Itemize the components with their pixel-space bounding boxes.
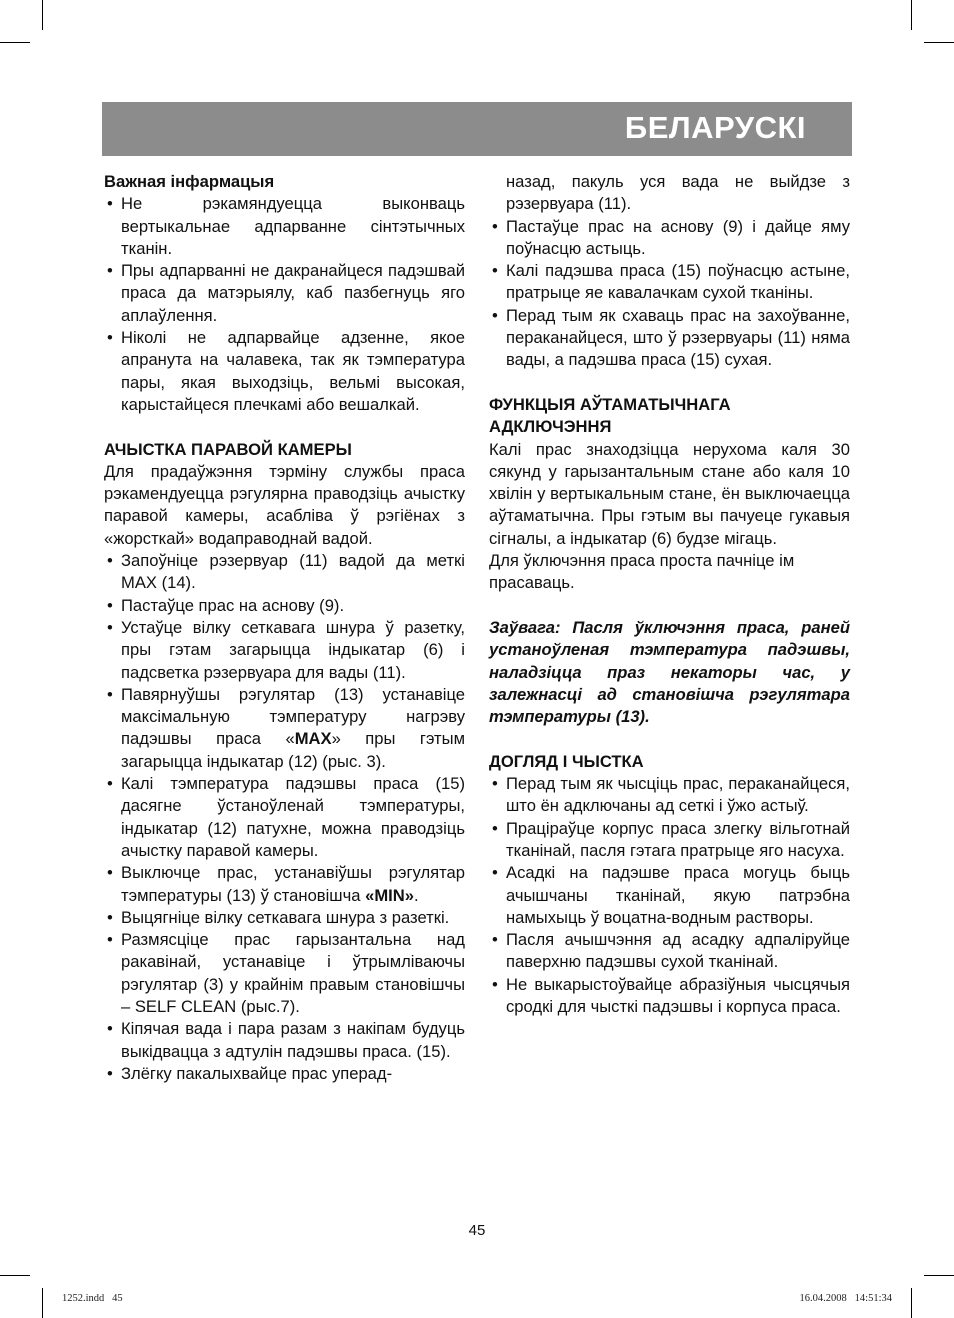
crop-mark	[0, 1275, 30, 1276]
text-span: .	[413, 885, 419, 905]
list-item: • Асадкі на падэшве праса могуць быць ачышчаны тканінай, якую патрэбна намыхыць ў воцатна-водным растворы.	[489, 862, 850, 929]
section-heading-auto-off	[489, 394, 850, 439]
paragraph: Для прадаўжэння тэрміну службы праса рэкамендуецца рэгулярна праводзіць ачыстку паравой камеры, асабліва ў рэгіёнах з «жорсткай» водаправоднай вадой.	[104, 461, 465, 548]
list-item: • Пры адпарванні не дакранайцеся падэшвай праса да матэрыялу, каб пазбегнуць яго аплаўлення.	[104, 260, 465, 327]
file-info: 1252.indd 45	[62, 1293, 123, 1304]
heading-line: ФУНКЦЫЯ АЎТАМАТЫЧНАГА	[489, 394, 731, 414]
list-item: • Перад тым як схаваць прас на захоўванне, пераканайцеся, што ў рэзервуары (11) няма вады, а падэшва праса (15) сухая.	[489, 305, 850, 372]
crop-mark	[911, 1288, 912, 1318]
crop-mark	[42, 1288, 43, 1318]
list-item: • Калі тэмпература падэшвы праса (15) дасягне ўстаноўленай тэмпературы, індыкатар (12) патухне, можна праводзіць ачыстку паравой камеры.	[104, 773, 465, 862]
bold-text: MAX	[294, 729, 332, 749]
list-item: • Не рэкамяндуецца выконваць вертыкальнае адпарванне сінтэтычных тканін.	[104, 193, 465, 260]
cleaning-steps-list	[104, 550, 465, 1085]
list-item: • Пастаўце прас на аснову (9).	[104, 595, 465, 617]
list-item: • Ніколі не адпарвайце адзенне, якое апранута на чалавека, так як тэмпература пары, якая выходзіць, вельмі высокая, карыстайцеся плечкамі або вешалкай.	[104, 327, 465, 416]
right-column	[489, 171, 850, 1018]
list-item: • Запоўніце рэзервуар (11) вадой да меткі MAX (14).	[104, 550, 465, 595]
text-span: Выключце прас, устанавіўшы рэгулятар тэмпературы (13) ў становішча	[121, 863, 465, 905]
note-paragraph: Заўвага: Пасля ўключэння праса, раней устаноўленая тэмпература падэшвы, наладзіцца праз некаторы час, у залежнасці ад становішча рэгулятара тэмпературы (13).	[489, 617, 850, 727]
print-timestamp: 16.04.2008 14:51:34	[799, 1293, 892, 1304]
section-heading-important: Важная інфармацыя	[104, 172, 275, 191]
left-column	[104, 171, 465, 1085]
cleaning-steps-list-continued	[489, 216, 850, 372]
list-item: • Злёгку пакалыхвайце прас уперад-	[104, 1063, 465, 1085]
paragraph: Калі прас знаходзіцца нерухома каля 30 сякунд у гарызантальным стане або каля 10 хвілін у вертыкальным стане, ён выключаецца аўтаматычна. Пры гэтым вы пачуеце гукавыя сігналы, а індыкатар (6) будзе мігаць.	[489, 439, 850, 548]
list-item: • Праціраўце корпус праса злегку вільготнай тканінай, пасля гэтага пратрыце яго насуха.	[489, 818, 850, 863]
text-span: Павярнуўшы рэгулятар (13) устанавіце максімальную тэмпературу нагрэву падэшвы праса «	[121, 684, 465, 749]
list-item: • Устаўце вілку сеткавага шнура ў разетку, пры гэтам загарыцца індыкатар (6) і падсветка рэзервуара для вады (11).	[104, 617, 465, 684]
list-item: • Выцягніце вілку сеткавага шнура з разеткі.	[104, 907, 465, 929]
list-item: • Кіпячая вада і пара разам з накіпам будуць выкідвацца з адтулін падэшвы праса. (15).	[104, 1018, 465, 1063]
important-list	[104, 193, 465, 416]
list-item: • Пасля ачышчэння ад асадку адпаліруйце паверхню падэшвы сухой тканінай.	[489, 929, 850, 974]
section-heading-care: ДОГЛЯД І ЧЫСТКА	[489, 751, 644, 771]
list-item	[104, 862, 465, 907]
paragraph: Для ўключэння праса проста пачніце ім прасаваць.	[489, 551, 795, 593]
crop-mark	[42, 0, 43, 30]
crop-mark	[924, 42, 954, 43]
text-span: » пры гэтым загарыцца індыкатар (12) (рыс. 3).	[121, 729, 465, 771]
list-item: • Перад тым як чысціць прас, пераканайцеся, што ён адключаны ад сеткі і ўжо астыў.	[489, 773, 850, 818]
crop-mark	[911, 0, 912, 30]
heading-line: АДКЛЮЧЭННЯ	[489, 417, 612, 437]
bold-text: «MIN»	[365, 885, 414, 905]
crop-mark	[924, 1275, 954, 1276]
continued-paragraph: назад, пакуль уся вада не выйдзе з рэзервуара (11).	[506, 172, 850, 214]
list-item	[104, 684, 465, 773]
list-item: • Пастаўце прас на аснову (9) і дайце яму поўнасцю астыць.	[489, 216, 850, 261]
care-list	[489, 773, 850, 1018]
page-number: 45	[468, 1222, 486, 1239]
language-banner	[102, 102, 852, 156]
list-item: • Калі падэшва праса (15) поўнасцю астыне, пратрыце яе кавалачкам сухой тканіны.	[489, 260, 850, 305]
section-heading-steam-chamber: АЧЫСТКА ПАРАВОЙ КАМЕРЫ	[104, 439, 352, 459]
page-title: БЕЛАРУСКІ	[624, 110, 806, 145]
list-item: • Не выкарыстоўвайце абразіўныя чысцячыя сродкі для чысткі падэшвы і корпуса праса.	[489, 974, 850, 1019]
crop-mark	[0, 42, 30, 43]
list-item: • Размясціце прас гарызантальна над ракавінай, устанавіце і ўтрымліваючы рэгулятар (3) у крайнім правым становішчы – SELF CLEAN (рыс.7).	[104, 929, 465, 1018]
